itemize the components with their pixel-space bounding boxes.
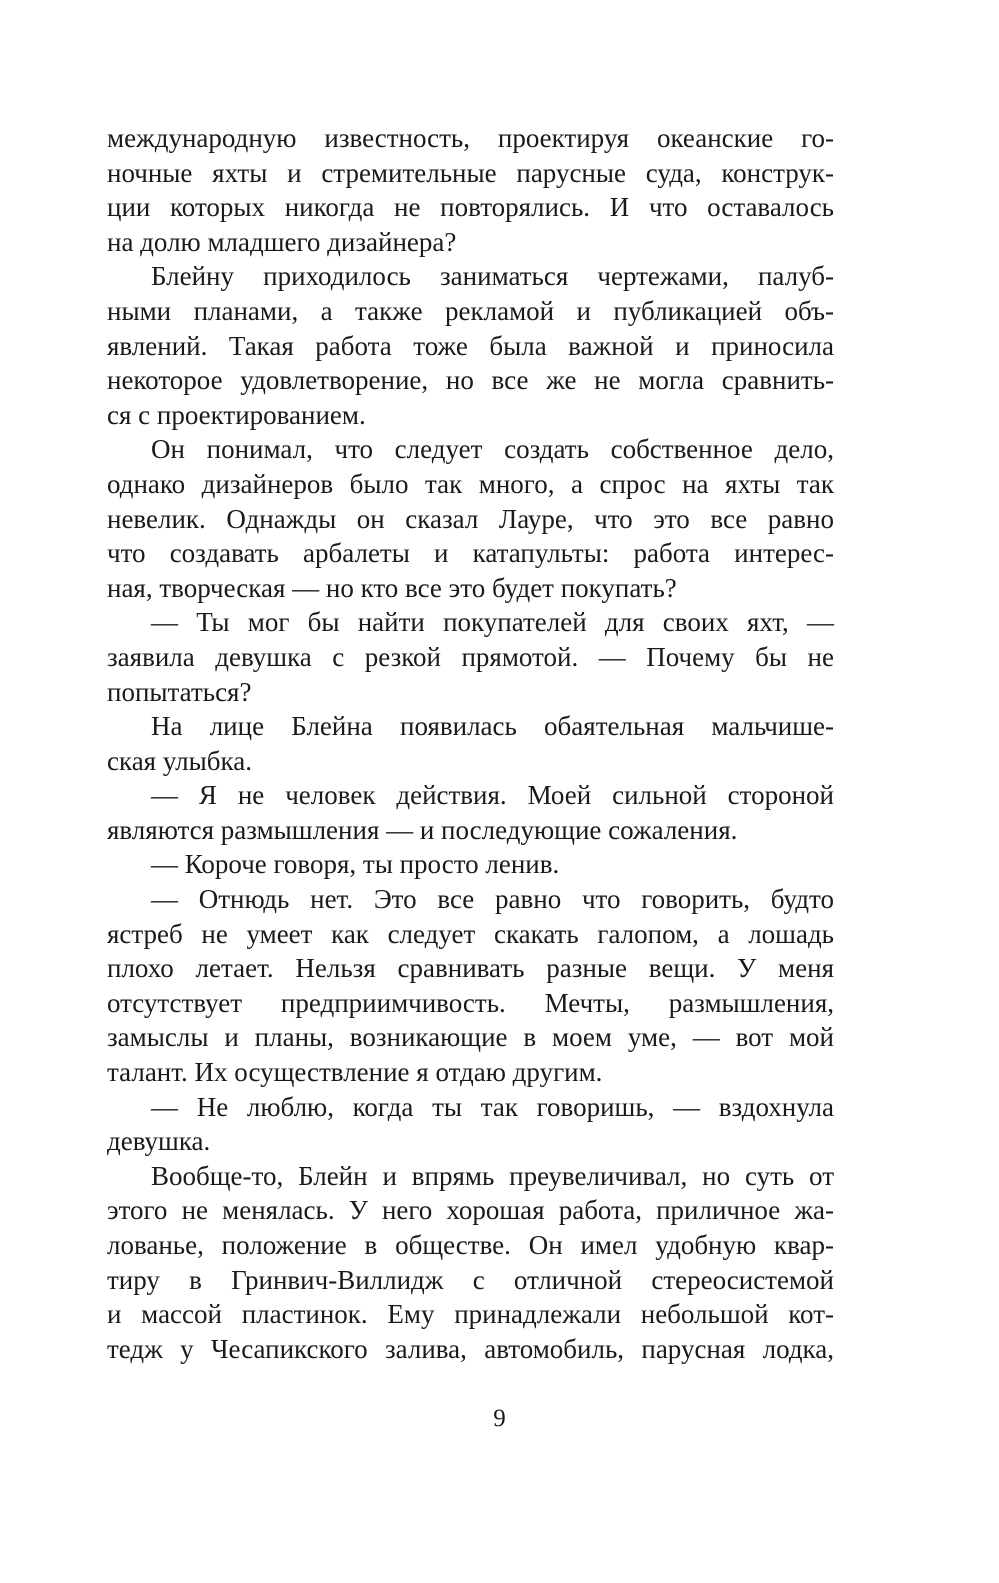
text-line: — Ты мог бы найти покупателей для своих яхт, —: [151, 607, 834, 638]
text-line: невелик. Однажды он сказал Лауре, что это все равно: [107, 503, 834, 534]
text-line: ночные яхты и стремительные парусные суда, конструк-: [107, 157, 834, 188]
text-line: замыслы и планы, возникающие в моем уме, — вот мой: [107, 1022, 834, 1053]
text-line: являются размышления — и последующие сожаления.: [107, 814, 738, 845]
text-line: ции которых никогда не повторялись. И что оставалось: [107, 192, 834, 223]
text-line: отсутствует предприимчивость. Мечты, размышления,: [107, 987, 834, 1018]
text-line: международную известность, проектируя океанские го-: [107, 123, 834, 153]
body-text: [107, 121, 834, 1366]
text-line: однако дизайнеров было так много, а спрос на яхты так: [107, 468, 834, 499]
text-line: — Не люблю, когда ты так говоришь, — вздохнула: [151, 1091, 834, 1122]
text-line: ся с проектированием.: [107, 399, 366, 430]
text-line: тиру в Гринвич-Виллидж с отличной стереосистемой: [107, 1264, 834, 1295]
text-line: Вообще-то, Блейн и впрямь преувеличивал, но суть от: [151, 1160, 834, 1191]
text-line: на долю младшего дизайнера?: [107, 226, 457, 257]
text-line: На лице Блейна появилась обаятельная мальчише-: [151, 711, 834, 742]
text-line: Блейну приходилось заниматься чертежами, палуб-: [151, 261, 834, 292]
text-line: явлений. Такая работа тоже была важной и приносила: [107, 330, 834, 361]
text-line: ная, творческая — но кто все это будет покупать?: [107, 572, 677, 603]
text-line: — Отнюдь нет. Это все равно что говорить, будто: [151, 884, 834, 915]
text-line: ская улыбка.: [107, 745, 252, 776]
page-number: 9: [493, 1405, 506, 1432]
text-line: — Я не человек действия. Моей сильной стороной: [151, 780, 834, 811]
text-line: заявила девушка с резкой прямотой. — Почему бы не: [107, 641, 834, 672]
text-line: девушка.: [107, 1126, 211, 1157]
text-line: ными планами, а также рекламой и публикацией объ-: [107, 295, 834, 326]
text-line: этого не менялась. У него хорошая работа, приличное жа-: [107, 1195, 834, 1226]
text-line: тедж у Чесапикского залива, автомобиль, парусная лодка,: [107, 1333, 834, 1364]
text-line: Он понимал, что следует создать собственное дело,: [151, 434, 834, 465]
text-line: попытаться?: [107, 676, 252, 707]
text-line: что создавать арбалеты и катапульты: работа интерес-: [107, 538, 834, 569]
text-line: талант. Их осуществление я отдаю другим.: [107, 1057, 603, 1088]
text-line: лованье, положение в обществе. Он имел удобную квар-: [107, 1230, 834, 1260]
text-line: плохо летает. Нельзя сравнивать разные вещи. У меня: [107, 953, 834, 984]
text-line: и массой пластинок. Ему принадлежали небольшой кот-: [107, 1299, 834, 1330]
text-line: — Короче говоря, ты просто ленив.: [151, 849, 560, 880]
text-line: некоторое удовлетворение, но все же не могла сравнить-: [107, 365, 834, 396]
text-line: ястреб не умеет как следует скакать галопом, а лошадь: [107, 918, 834, 949]
